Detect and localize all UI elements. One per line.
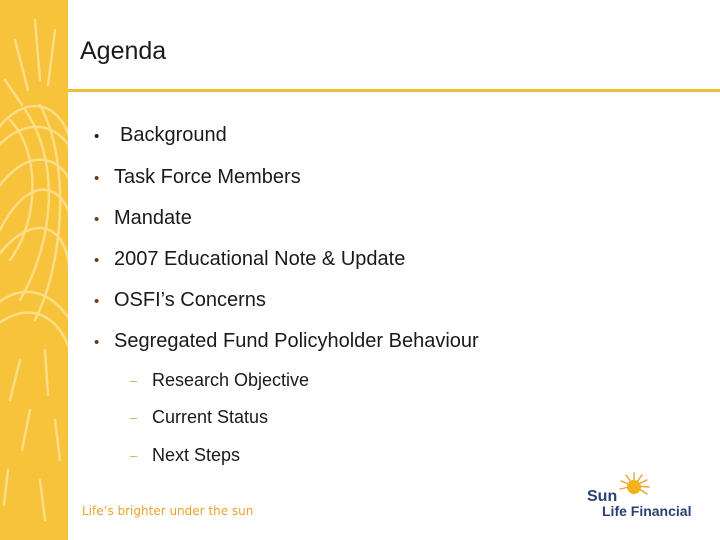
- bullet-icon: •: [94, 170, 100, 187]
- agenda-item-label: Segregated Fund Policyholder Behaviour: [114, 330, 479, 352]
- agenda-sub-item: [130, 444, 240, 467]
- dash-icon: –: [130, 448, 138, 463]
- agenda-item: [94, 288, 266, 314]
- agenda-item-label: Task Force Members: [114, 166, 301, 188]
- logo-text-sun: Sun: [587, 488, 618, 505]
- bullet-icon: •: [94, 128, 100, 145]
- agenda-sub-item: [130, 369, 309, 392]
- agenda-item: [94, 206, 192, 232]
- agenda-item-label: Mandate: [114, 207, 192, 229]
- bullet-icon: •: [94, 334, 100, 351]
- agenda-sub-item: [130, 406, 268, 429]
- logo-text-life-financial: Life Financial: [602, 503, 692, 519]
- bullet-icon: •: [94, 211, 100, 228]
- dash-icon: –: [130, 410, 138, 425]
- footer-tagline: Life’s brighter under the sun: [82, 504, 254, 518]
- agenda-item: [94, 165, 301, 191]
- left-decorative-band: [0, 0, 68, 540]
- bullet-icon: •: [94, 293, 100, 310]
- agenda-item-label: Background: [120, 124, 227, 146]
- agenda-sub-item-label: Current Status: [152, 407, 269, 427]
- title-divider: [68, 89, 720, 92]
- agenda-sub-item-label: Next Steps: [152, 445, 241, 465]
- bullet-icon: •: [94, 252, 100, 269]
- agenda-item-label: OSFI’s Concerns: [114, 289, 266, 311]
- agenda-item: [94, 329, 479, 355]
- agenda-item-label: 2007 Educational Note & Update: [114, 248, 406, 270]
- slide-title: Agenda: [80, 37, 167, 65]
- agenda-sub-item-label: Research Objective: [152, 370, 310, 390]
- sun-life-logo: [584, 470, 704, 522]
- agenda-item: [94, 123, 227, 149]
- agenda-item: [94, 247, 405, 273]
- sun-life-logo-icon: [614, 470, 654, 502]
- sun-swirl-icon: [0, 0, 68, 540]
- dash-icon: –: [130, 373, 138, 388]
